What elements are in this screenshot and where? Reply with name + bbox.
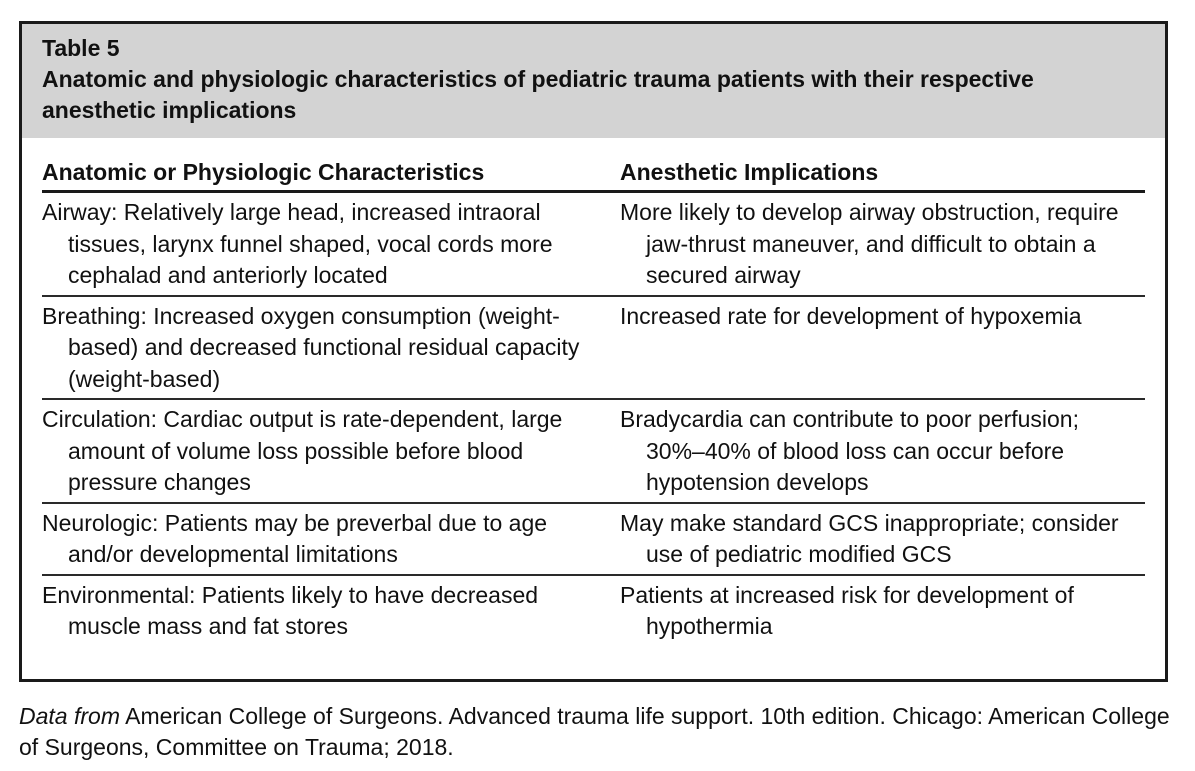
column-header-implications: Anesthetic Implications [620,159,879,185]
table-row [42,297,1145,401]
characteristic-cell: Airway: Relatively large head, increased intraoral tissues, larynx funnel shaped, vocal cords more cephalad and anteriorly located [42,199,553,288]
footnote-lead: Data from [19,703,120,729]
table-row [42,576,1145,646]
table-caption [22,24,1165,138]
table-header-row [42,157,1145,193]
characteristic-cell: Neurologic: Patients may be preverbal due to age and/or developmental limitations [42,509,548,567]
characteristic-cell: Circulation: Cardiac output is rate-dependent, large amount of volume loss possible before blood pressure changes [42,406,563,495]
column-header-characteristics: Anatomic or Physiologic Characteristics [42,159,485,185]
table-grid [42,157,1145,646]
table-title: Anatomic and physiologic characteristics of pediatric trauma patients with their respective anesthetic implications [42,66,1034,123]
characteristic-cell: Breathing: Increased oxygen consumption (weight-based) and decreased functional residual capacity (weight-based) [42,302,580,392]
source-footnote [19,701,1179,763]
implication-cell: Patients at increased risk for development of hypothermia [620,581,1074,639]
implication-cell: More likely to develop airway obstruction, require jaw-thrust maneuver, and difficult to obtain a secured airway [620,199,1119,288]
table-row [42,193,1145,297]
table-frame [19,21,1168,682]
table-row [42,400,1145,504]
implication-cell: May make standard GCS inappropriate; consider use of pediatric modified GCS [620,509,1119,567]
footnote-text: American College of Surgeons. Advanced trauma life support. 10th edition. Chicago: American College of Surgeons, Committee on Trauma; 2018. [19,703,1170,760]
implication-cell: Bradycardia can contribute to poor perfusion; 30%–40% of blood loss can occur before hypotension develops [620,406,1079,495]
characteristic-cell: Environmental: Patients likely to have decreased muscle mass and fat stores [42,581,539,639]
table-row [42,504,1145,576]
implication-cell: Increased rate for development of hypoxemia [620,302,1082,329]
table-label: Table 5 [42,35,120,61]
